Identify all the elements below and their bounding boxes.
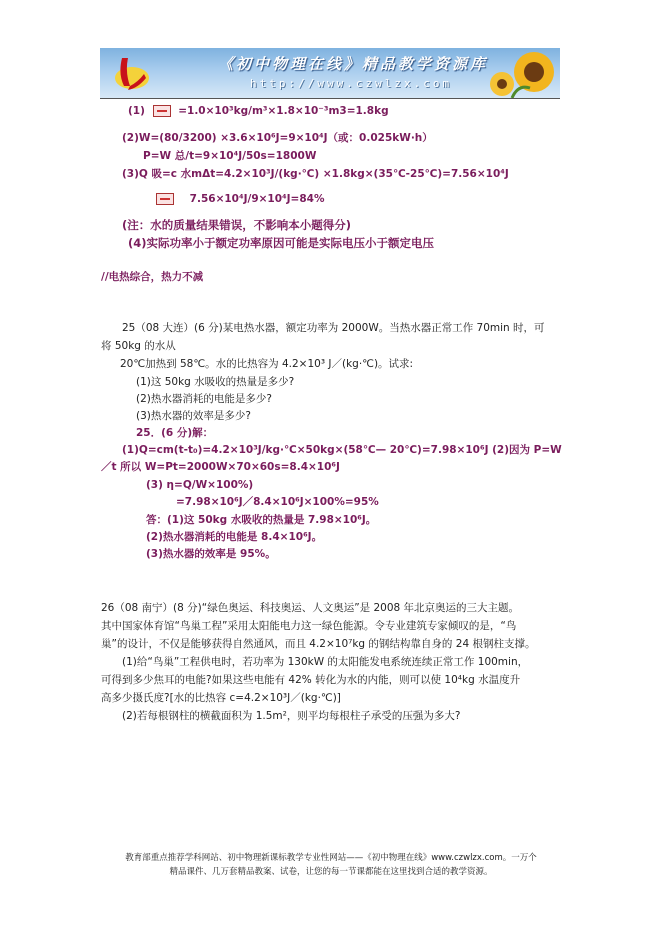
header-banner (100, 48, 560, 98)
q25-stem-line1: 25（08 大连）(6 分)某电热水器，额定功率为 2000W。当热水器正常工作 70min 时，可 (122, 322, 545, 334)
q25-sub1: (1)这 50kg 水吸收的热量是多少? (136, 376, 295, 388)
q26-line6: 高多少摄氏度?[水的比热容 c=4.2×10³J／(kg·℃)] (101, 692, 341, 704)
broken-image-icon (156, 193, 174, 205)
q25-answer-line1: (1)Q=cm(t-t₀)=4.2×10³J/kg·℃×50kg×(58℃— 20℃)=7.98×10⁶J (2)因为 P=W (122, 444, 562, 456)
q25-answer-line4: =7.98×10⁶J／8.4×10⁶J×100%=95% (176, 496, 379, 508)
footer-line1: 教育部重点推荐学科网站、初中物理新课标教学专业性网站——《初中物理在线》www.czwlzx.com。一万个 (125, 853, 537, 863)
q26-line4: (1)给“鸟巢”工程供电时，若功率为 130kW 的太阳能发电系统连续正常工作 100min， (122, 656, 529, 668)
q26-line5: 可得到多少焦耳的电能?如果这些电能有 42% 转化为水的内能，则可以使 10⁴kg 水温度升 (101, 674, 521, 686)
q25-answer-line2: ／t 所以 W=Pt=2000W×70×60s=8.4×10⁶J (101, 461, 340, 473)
answer24-line4: (3)Q 吸=c 水mΔt=4.2×10³J/(kg·℃) ×1.8kg×(35℃-25℃)=7.56×10⁴J (122, 168, 509, 180)
q25-answer-line7: (3)热水器的效率是 95%。 (146, 548, 276, 560)
answer24-line1-label: (1) (128, 105, 145, 117)
broken-image-icon (153, 105, 171, 117)
header-divider (100, 98, 560, 99)
sunflower-icon (464, 48, 560, 98)
site-title: 《初中物理在线》精品教学资源库 (218, 55, 489, 73)
q25-sub3: (3)热水器的效率是多少? (136, 410, 251, 422)
q25-stem-line3: 20℃加热到 58℃。水的比热容为 4.2×10³ J／(kg·℃)。试求: (120, 358, 414, 370)
q25-answer-head: 25．(6 分)解： (136, 427, 214, 439)
answer24-line1-formula: =1.0×10³kg/m³×1.8×10⁻³m3=1.8kg (178, 105, 389, 117)
q25-answer-line5: 答：(1)这 50kg 水吸收的热量是 7.98×10⁶J。 (146, 514, 377, 526)
answer24-part4: (4)实际功率小于额定功率原因可能是实际电压小于额定电压 (128, 236, 435, 250)
answer24-line1 (128, 104, 389, 118)
q26-line7: (2)若每根钢柱的横截面积为 1.5m²，则平均每根柱子承受的压强为多大? (122, 710, 461, 722)
q25-stem-line2: 将 50kg 的水从 (101, 340, 176, 352)
footer-line2: 精品课件、几万套精品教案、试卷，让您的每一节课都能在这里找到合适的教学资源。 (169, 867, 493, 877)
q26-line3: 巢”的设计，不仅是能够获得自然通风，而且 4.2×10⁷kg 的钢结构靠自身的 24 根钢柱支撑。 (101, 638, 536, 650)
q25-answer-line6: (2)热水器消耗的电能是 8.4×10⁶J。 (146, 531, 323, 543)
answer24-line3: P=W 总/t=9×10⁴J/50s=1800W (143, 150, 317, 162)
answer24-line2: (2)W=(80/3200) ×3.6×10⁶J=9×10⁴J（或：0.025kW·h） (122, 132, 433, 144)
q26-line2: 其中国家体育馆“鸟巢工程”采用太阳能电力这一绿色能源。令专业建筑专家倾叹的是，“鸟 (101, 620, 517, 632)
q25-answer-line3: (3) η=Q/W×100%) (146, 479, 254, 491)
site-logo-icon (108, 52, 152, 94)
answer24-line5-text: 7.56×10⁴J/9×10⁴J=84% (189, 193, 325, 205)
q26-line1: 26（08 南宁）(8 分)“绿色奥运、科技奥运、人文奥运”是 2008 年北京奥运的三大主题。 (101, 602, 520, 614)
site-url[interactable]: http://www.czwlzx.com (250, 77, 453, 90)
q25-sub2: (2)热水器消耗的电能是多少? (136, 393, 272, 405)
answer24-note: (注：水的质量结果错误，不影响本小题得分) (122, 218, 352, 232)
section-tag: //电热综合，热力不减 (101, 271, 204, 283)
answer24-line5 (152, 192, 324, 206)
